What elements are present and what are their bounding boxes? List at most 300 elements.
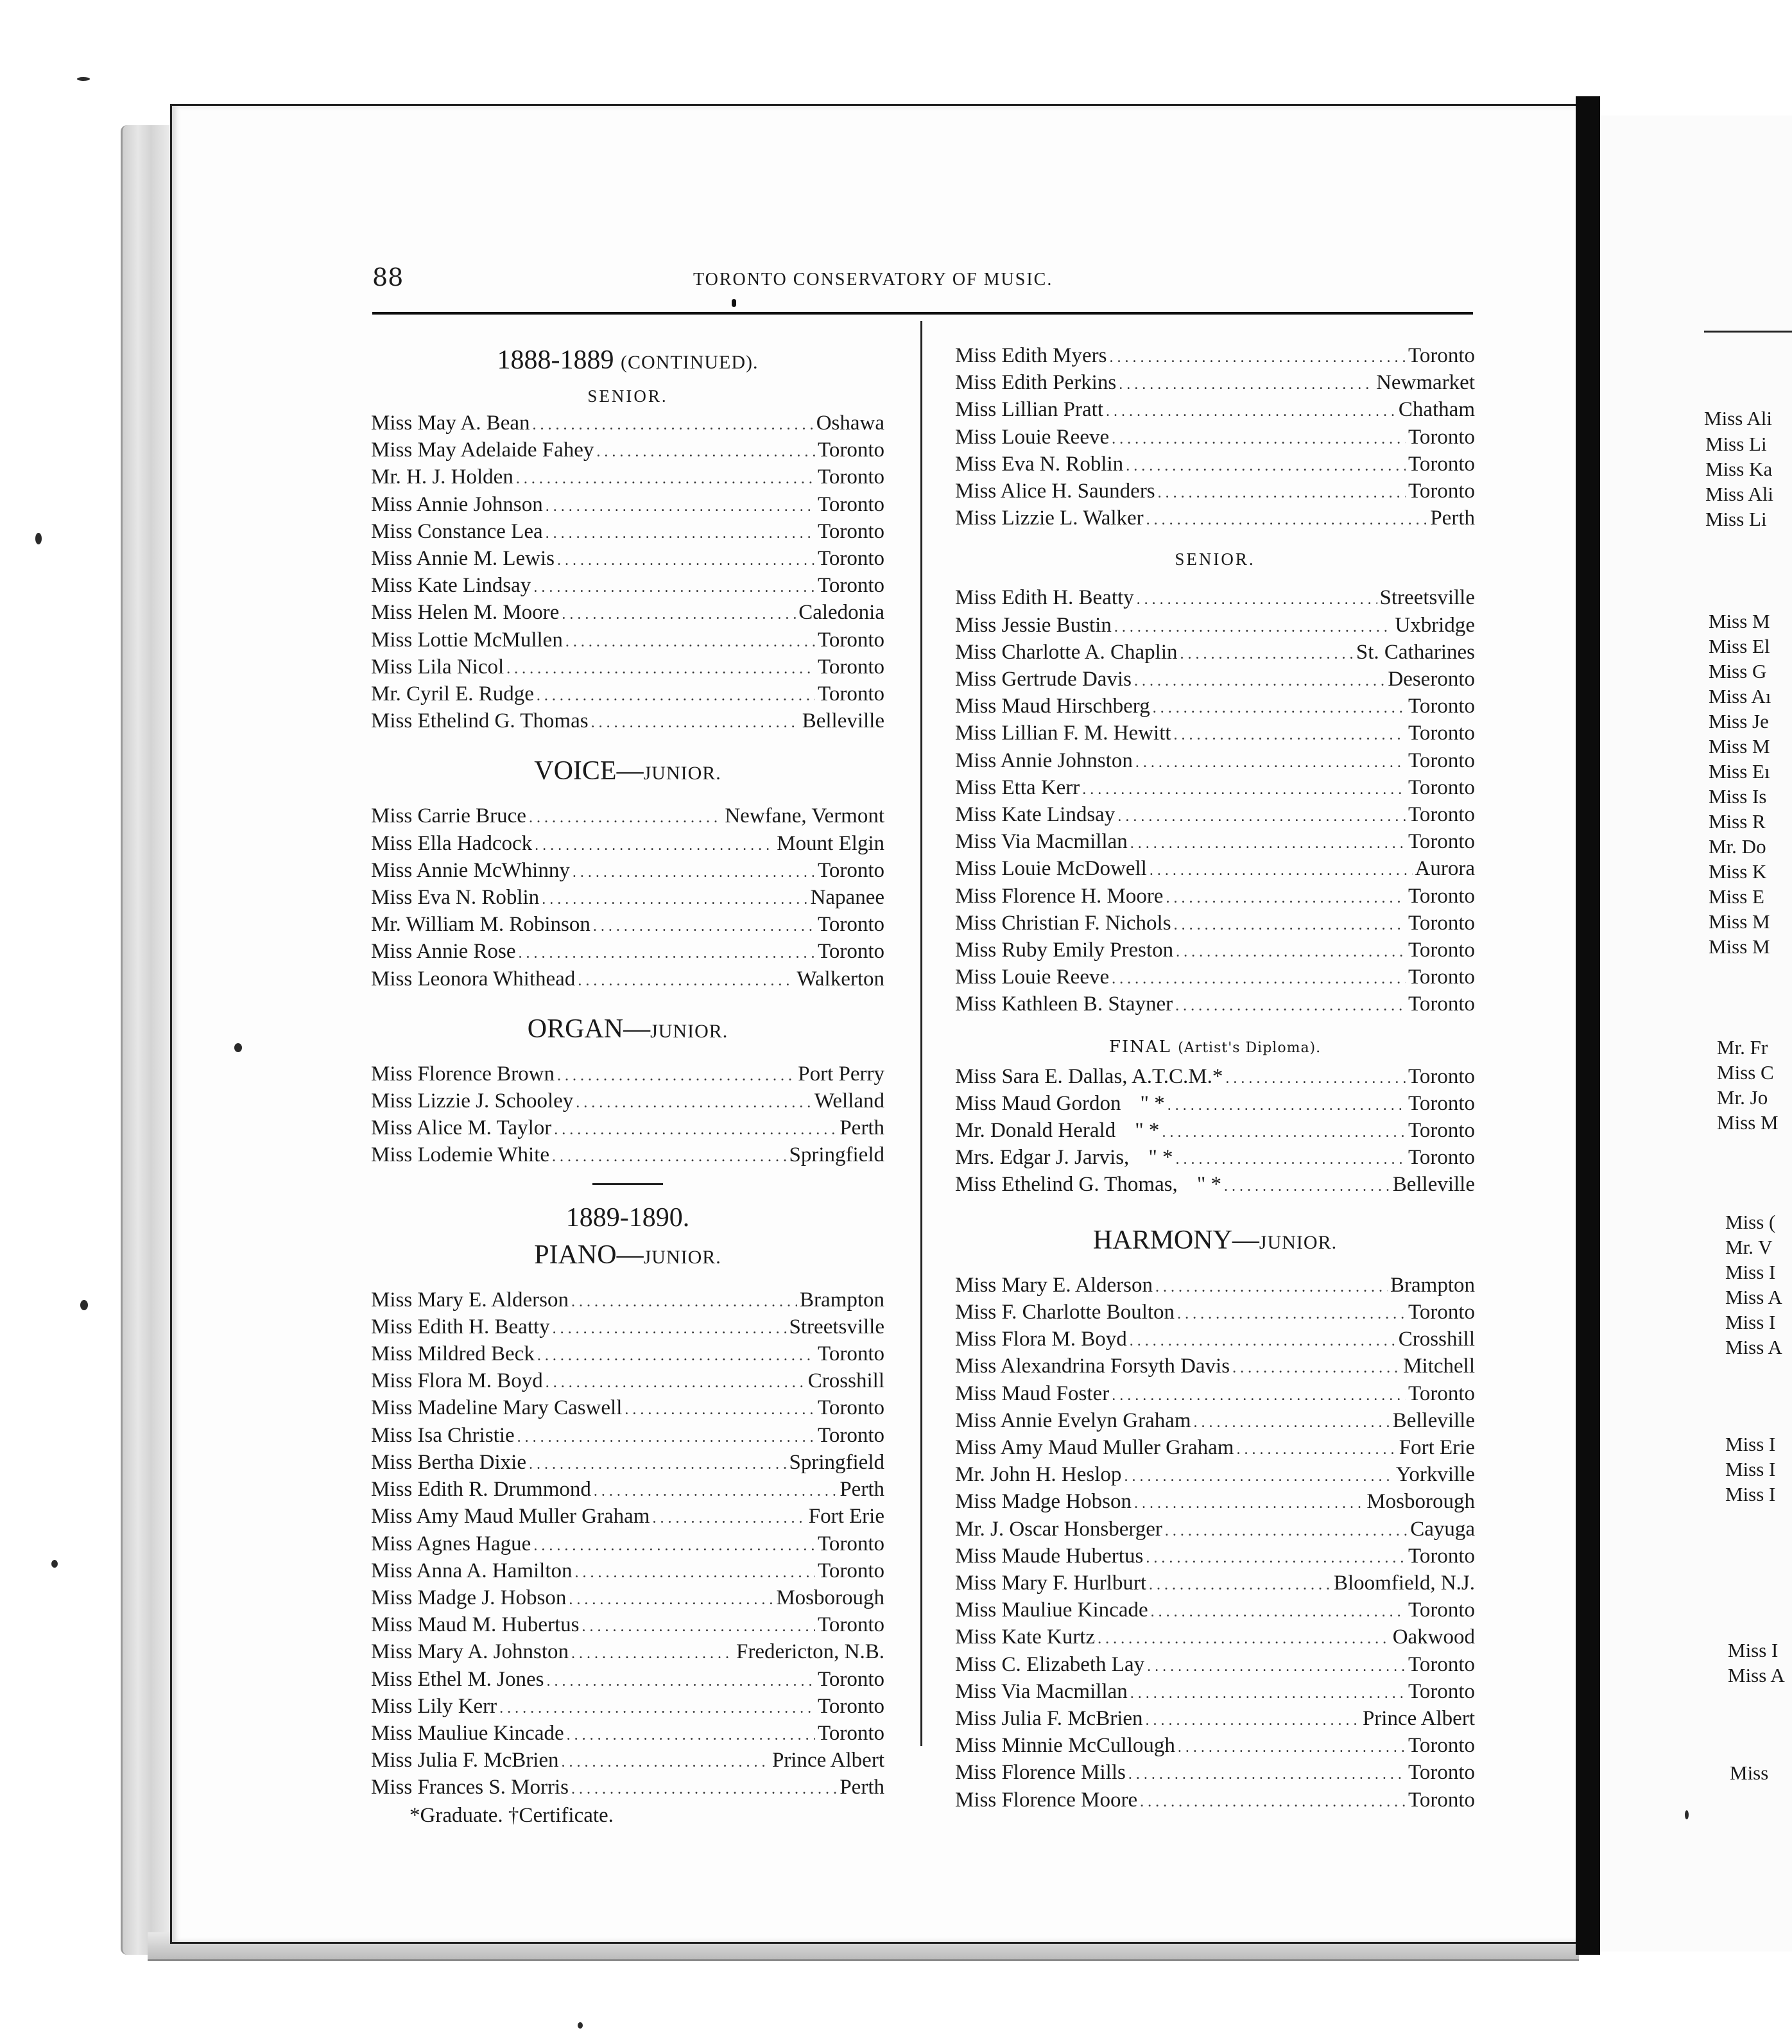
list-item: [955, 1118, 1475, 1145]
dot-leader: [1098, 1627, 1390, 1652]
list-item: [371, 1667, 884, 1694]
dot-leader: [1130, 1681, 1406, 1706]
entry-place: Toronto: [1408, 1598, 1475, 1622]
list-item: [955, 1733, 1475, 1760]
list-item: [955, 1145, 1475, 1172]
facing-fragment: Miss I: [1728, 1639, 1779, 1661]
list-item: [955, 1489, 1475, 1516]
list-item: [371, 1477, 884, 1504]
entry-name: Miss Ethelind G. Thomas: [371, 709, 589, 733]
page-stack-edge: [121, 125, 174, 1955]
continued-list: [955, 343, 1475, 533]
list-item: [955, 1408, 1475, 1435]
dot-leader: [1153, 696, 1406, 721]
dot-leader: [546, 521, 815, 546]
entry-place: Perth: [840, 1776, 884, 1799]
entry-name: Miss Flora M. Boyd: [955, 1328, 1127, 1351]
entry-place: Toronto: [1408, 1761, 1475, 1785]
dot-leader: [1165, 1519, 1408, 1544]
dust-speck: [1685, 1810, 1689, 1819]
dot-leader: [1180, 642, 1354, 667]
dot-leader: [1124, 1464, 1393, 1489]
entry-name: Mr. J. Oscar Honsberger: [955, 1517, 1162, 1541]
list-item: [371, 546, 884, 573]
entry-place: Toronto: [1408, 1734, 1475, 1758]
dot-leader: [1146, 508, 1428, 533]
dot-leader: [506, 657, 815, 682]
entry-place: Newfane, Vermont: [725, 804, 884, 828]
facing-fragment: Mr. V: [1725, 1236, 1773, 1258]
facing-fragment: Miss M: [1709, 735, 1770, 758]
list-item: [955, 425, 1475, 452]
list-item: [371, 885, 884, 912]
entry-place: Belleville: [1392, 1173, 1475, 1197]
dot-leader: [1151, 1600, 1406, 1625]
list-item: [371, 655, 884, 682]
dot-leader: [1146, 1708, 1360, 1733]
dot-leader: [625, 1398, 815, 1423]
dot-leader: [1126, 454, 1406, 479]
list-item: [955, 1652, 1475, 1679]
entry-place: Toronto: [1408, 1788, 1475, 1812]
page-number: 88: [372, 263, 404, 291]
entry-name: Miss Lillian F. M. Hewitt: [955, 722, 1171, 745]
entry-name: Mr. H. J. Holden: [371, 465, 513, 489]
dot-leader: [1194, 1410, 1390, 1435]
year-title: 1888-1889: [497, 345, 614, 375]
dot-leader: [552, 1145, 786, 1170]
dot-leader: [1140, 1790, 1406, 1815]
entry-name: Mr. Cyril E. Rudge: [371, 682, 534, 706]
facing-fragment: Mr. Do: [1709, 835, 1766, 858]
list-item: [955, 506, 1475, 533]
entry-place: Fort Erie: [808, 1505, 884, 1529]
entry-name: Miss Carrie Bruce: [371, 804, 526, 828]
list-item: [371, 573, 884, 600]
entry-name: Miss Alexandrina Forsyth Davis: [955, 1355, 1230, 1378]
entry-place: Deseronto: [1388, 668, 1475, 691]
entry-place: Toronto: [817, 1423, 884, 1447]
dot-leader: [557, 1064, 795, 1089]
dust-speck: [77, 77, 90, 81]
dot-leader: [575, 1561, 815, 1586]
entry-name: Miss Helen M. Moore: [371, 601, 560, 625]
entry-place: Toronto: [1408, 1381, 1475, 1405]
entry-name: Miss Annie M. Lewis: [371, 547, 555, 571]
entry-place: Toronto: [1408, 1064, 1475, 1088]
entry-place: Napanee: [810, 886, 884, 910]
list-item: [955, 640, 1475, 667]
facing-fragment: Miss I: [1725, 1483, 1776, 1505]
dot-leader: [516, 467, 815, 492]
list-item: [371, 1089, 884, 1116]
facing-fragment: Miss I: [1725, 1311, 1776, 1333]
dot-leader: [1224, 1174, 1390, 1199]
facing-fragment: Miss M: [1709, 935, 1770, 958]
facing-fragment: Miss: [1730, 1762, 1769, 1784]
entry-place: Port Perry: [798, 1062, 884, 1086]
list-item: [371, 1423, 884, 1450]
entry-name: Mr. John H. Heslop: [955, 1463, 1122, 1487]
entry-name: Miss May A. Bean: [371, 411, 530, 435]
list-item: [371, 1342, 884, 1369]
entry-name: Miss Edith Myers: [955, 344, 1107, 367]
list-item: [371, 1748, 884, 1775]
list-item: [371, 967, 884, 994]
facing-fragment: Miss Is: [1709, 785, 1767, 808]
list-item: [955, 1706, 1475, 1733]
list-item: [955, 1544, 1475, 1571]
entry-name: Mrs. Edgar J. Jarvis,: [955, 1146, 1130, 1170]
dot-leader: [565, 630, 815, 655]
list-item: [371, 628, 884, 655]
dot-leader: [1134, 1491, 1364, 1516]
dot-leader: [533, 1534, 815, 1559]
dot-leader: [562, 1750, 770, 1775]
entry-name: Miss Maud Hirschberg: [955, 695, 1150, 718]
entry-place: Toronto: [817, 519, 884, 543]
senior-heading: SENIOR.: [587, 386, 668, 406]
facing-fragment: Miss Eı: [1709, 760, 1770, 783]
dot-leader: [573, 860, 815, 885]
entry-place: Toronto: [1408, 966, 1475, 989]
entry-name: Miss F. Charlotte Boulton: [955, 1300, 1175, 1324]
entry-name: Miss Eva N. Roblin: [371, 886, 540, 910]
entry-place: Toronto: [1408, 480, 1475, 503]
facing-fragment: Miss A: [1728, 1664, 1785, 1686]
voice-title: VOICE—: [534, 756, 644, 786]
entry-place: Toronto: [1408, 344, 1475, 367]
entry-name: Miss Kathleen B. Stayner: [955, 992, 1173, 1016]
facing-fragment: Miss A: [1725, 1336, 1782, 1358]
facing-fragment: Miss I: [1725, 1458, 1776, 1480]
list-item: [371, 939, 884, 966]
entry-place: Chatham: [1398, 398, 1475, 422]
entry-name: Miss Mary A. Johnston: [371, 1640, 569, 1664]
entry-place: Toronto: [817, 1559, 884, 1582]
entry-place: Fredericton, N.B.: [736, 1640, 884, 1664]
list-item: [371, 912, 884, 939]
dot-leader: [1232, 1356, 1400, 1381]
ditto-mark: " *: [1196, 1173, 1222, 1197]
dust-speck: [578, 2022, 583, 2029]
list-item: [955, 370, 1475, 397]
facing-fragment: Miss Ali: [1705, 483, 1773, 505]
entry-name: Miss Lila Nicol: [371, 655, 504, 679]
list-item: [955, 1064, 1475, 1091]
entry-place: Toronto: [817, 547, 884, 571]
entry-name: Miss Lizzie J. Schooley: [371, 1089, 574, 1113]
entry-name: Miss Annie Evelyn Graham: [955, 1408, 1191, 1432]
list-item: [955, 884, 1475, 911]
facing-fragment: Miss G: [1709, 660, 1767, 682]
entry-place: Toronto: [817, 1721, 884, 1745]
dot-leader: [1176, 1147, 1406, 1172]
facing-fragment: Miss M: [1709, 910, 1770, 933]
entry-place: Brampton: [1390, 1273, 1475, 1297]
dot-leader: [594, 1479, 837, 1504]
dot-leader: [1114, 615, 1392, 640]
harmony-list: [955, 1273, 1475, 1815]
list-item: [371, 1396, 884, 1423]
dot-leader: [1110, 345, 1406, 370]
ditto-mark: " *: [1135, 1119, 1160, 1143]
senior-list: [371, 411, 884, 736]
entry-name: Miss Edith H. Beatty: [955, 586, 1134, 610]
entry-name: Miss Alice H. Saunders: [955, 480, 1155, 503]
entry-place: Mitchell: [1403, 1355, 1475, 1378]
entry-name: Miss Edith Perkins: [955, 371, 1117, 395]
facing-fragment: Miss C: [1717, 1061, 1774, 1084]
entry-place: Toronto: [817, 574, 884, 598]
senior-heading-right: SENIOR.: [1175, 550, 1255, 569]
dot-leader: [1150, 858, 1413, 883]
list-item: [371, 600, 884, 627]
dot-leader: [554, 1118, 837, 1143]
final-heading: [955, 1031, 1475, 1064]
list-item: [371, 1640, 884, 1667]
entry-place: Belleville: [1392, 1408, 1475, 1432]
list-item: [955, 1273, 1475, 1300]
entry-place: Toronto: [1408, 803, 1475, 827]
year-heading-1889: 1889-1890.: [565, 1202, 690, 1233]
entry-name: Miss Minnie McCullough: [955, 1734, 1175, 1758]
facing-fragment: Miss Je: [1709, 710, 1769, 732]
book-gutter: [1576, 96, 1600, 1955]
facing-fragment: Miss El: [1709, 635, 1770, 657]
entry-name: Miss Florence Mills: [955, 1761, 1126, 1785]
entry-name: Miss Mauliue Kincade: [955, 1598, 1148, 1622]
entry-place: Toronto: [1408, 1119, 1475, 1143]
list-item: [955, 1788, 1475, 1815]
facing-fragment: Miss Ali: [1704, 407, 1772, 429]
entry-place: Toronto: [1408, 425, 1475, 449]
list-item: [371, 411, 884, 438]
list-item: [955, 938, 1475, 965]
entry-name: Miss Annie Rose: [371, 940, 516, 964]
entry-place: Perth: [840, 1116, 884, 1140]
list-item: [371, 1586, 884, 1613]
piano-title: PIANO—: [534, 1240, 644, 1270]
entry-name: Miss Alice M. Taylor: [371, 1116, 552, 1140]
list-item: [955, 856, 1475, 883]
list-item: [371, 1559, 884, 1586]
dot-leader: [1174, 913, 1406, 938]
organ-list: [371, 1062, 884, 1170]
entry-name: Miss Frances S. Morris: [371, 1776, 569, 1799]
facing-fragment: Miss Li: [1705, 433, 1767, 455]
entry-name: Miss Madeline Mary Caswell: [371, 1396, 623, 1420]
entry-place: Toronto: [817, 438, 884, 462]
entry-place: Aurora: [1415, 857, 1475, 881]
dot-leader: [529, 806, 722, 831]
list-item: [371, 831, 884, 858]
list-item: [955, 1760, 1475, 1787]
list-item: [955, 452, 1475, 479]
list-item: [955, 343, 1475, 370]
entry-place: Prince Albert: [1362, 1706, 1475, 1730]
entry-name: Miss Julia F. McBrien: [955, 1706, 1143, 1730]
entry-name: Miss Mauliue Kincade: [371, 1721, 564, 1745]
dot-leader: [535, 833, 774, 858]
entry-name: Miss Ella Hadcock: [371, 831, 533, 855]
footnote: *Graduate. †Certificate.: [409, 1803, 614, 1827]
entry-place: Toronto: [817, 1613, 884, 1637]
entry-name: Miss C. Elizabeth Lay: [955, 1652, 1145, 1676]
list-item: [371, 1775, 884, 1802]
dot-leader: [1177, 1302, 1406, 1327]
piano-list: [371, 1288, 884, 1803]
entry-name: Miss Maud Foster: [955, 1381, 1110, 1405]
entry-place: Springfield: [789, 1450, 884, 1474]
entry-name: Mr. Donald Herald: [955, 1119, 1116, 1143]
entry-name: Miss Gertrude Davis: [955, 668, 1132, 691]
entry-name: Miss Annie McWhinny: [371, 858, 570, 882]
entry-place: Toronto: [1408, 452, 1475, 476]
dot-leader: [1117, 804, 1406, 829]
entry-place: Belleville: [802, 709, 884, 733]
facing-fragment: Miss M: [1709, 610, 1770, 632]
organ-heading: [371, 1010, 884, 1050]
entry-name: Miss Amy Maud Muller Graham: [371, 1505, 650, 1529]
entry-place: Toronto: [817, 1342, 884, 1366]
entry-name: Miss Kate Lindsay: [371, 574, 531, 598]
entry-place: St. Catharines: [1356, 640, 1475, 664]
entry-name: Miss Jessie Bustin: [955, 613, 1112, 637]
dust-speck: [234, 1043, 242, 1052]
right-column: [955, 343, 1475, 1815]
header-mark: [732, 299, 736, 307]
facing-fragment: Mr. Fr: [1717, 1036, 1768, 1059]
entry-name: Miss Edith R. Drummond: [371, 1478, 591, 1502]
list-item: [371, 465, 884, 492]
list-item: [955, 1462, 1475, 1489]
entry-place: Toronto: [1408, 884, 1475, 908]
dot-leader: [1082, 777, 1406, 802]
dot-leader: [652, 1506, 806, 1531]
dot-leader: [1119, 372, 1374, 397]
list-item: [371, 1143, 884, 1170]
entry-place: Toronto: [1408, 749, 1475, 772]
dot-leader: [1166, 886, 1406, 911]
final-list: [955, 1064, 1475, 1200]
entry-place: Bloomfield, N.J.: [1334, 1571, 1475, 1595]
dot-leader: [1174, 723, 1406, 748]
list-item: [371, 1721, 884, 1748]
entry-name: Miss Leonora Whithead: [371, 967, 576, 991]
entry-name: Miss Christian F. Nichols: [955, 911, 1171, 935]
entry-name: Miss May Adelaide Fahey: [371, 438, 594, 462]
senior-list-right: [955, 585, 1475, 1019]
list-item: [955, 911, 1475, 938]
entry-name: Miss Mildred Beck: [371, 1342, 535, 1366]
entry-place: Toronto: [817, 1667, 884, 1691]
entry-place: Toronto: [817, 1396, 884, 1420]
dot-leader: [537, 684, 815, 709]
entry-place: Crosshill: [807, 1369, 884, 1393]
entry-place: Toronto: [1408, 992, 1475, 1016]
dot-leader: [1112, 967, 1406, 992]
entry-place: Walkerton: [797, 967, 884, 991]
dot-leader: [1146, 1546, 1406, 1571]
entry-name: Miss Ethel M. Jones: [371, 1667, 544, 1691]
dot-leader: [542, 887, 807, 912]
entry-name: Miss Bertha Dixie: [371, 1450, 526, 1474]
list-item: [955, 694, 1475, 721]
harmony-title: HARMONY—: [1092, 1225, 1259, 1255]
facing-fragment: Miss A: [1725, 1286, 1782, 1308]
entry-place: Toronto: [1408, 775, 1475, 799]
list-item: [371, 682, 884, 709]
entry-name: Miss Lodemie White: [371, 1143, 550, 1167]
dot-leader: [533, 413, 814, 438]
dot-leader: [517, 1425, 815, 1450]
year-heading-1888: [371, 342, 884, 381]
entry-place: Streetsville: [789, 1315, 884, 1338]
voice-level: JUNIOR.: [643, 763, 721, 784]
list-item: [955, 1172, 1475, 1199]
entry-place: Toronto: [817, 1694, 884, 1718]
entry-name: Miss Florence H. Moore: [955, 884, 1164, 908]
dot-leader: [1112, 1383, 1406, 1408]
entry-name: Miss Annie Johnston: [955, 749, 1133, 772]
facing-fragment: Miss K: [1709, 860, 1767, 883]
final-note: (Artist's Diploma).: [1178, 1039, 1322, 1056]
dot-leader: [569, 1588, 773, 1613]
entry-name: Miss Lottie McMullen: [371, 628, 563, 652]
entry-place: Toronto: [1408, 1679, 1475, 1703]
dot-leader: [546, 494, 815, 519]
piano-heading: [371, 1236, 884, 1276]
dot-leader: [1134, 669, 1385, 694]
list-item: [955, 1679, 1475, 1706]
dot-leader: [1128, 1762, 1406, 1787]
entry-name: Miss Mary E. Alderson: [371, 1288, 569, 1312]
list-item: [955, 613, 1475, 640]
entry-name: Miss Ruby Emily Preston: [955, 939, 1174, 962]
voice-list: [371, 804, 884, 993]
list-item: [371, 519, 884, 546]
entry-name: Miss Florence Brown: [371, 1062, 555, 1086]
facing-fragment: Miss I: [1725, 1261, 1776, 1283]
entry-name: Miss Isa Christie: [371, 1423, 515, 1447]
facing-fragment: Miss (: [1725, 1211, 1776, 1233]
dot-leader: [562, 602, 796, 627]
facing-fragment: Miss Ka: [1705, 458, 1773, 480]
dot-leader: [1135, 750, 1406, 775]
dust-speck: [80, 1300, 88, 1310]
entry-place: Caledonia: [798, 601, 884, 625]
list-item: [371, 1062, 884, 1089]
list-item: [955, 1571, 1475, 1598]
entry-name: Miss Annie Johnson: [371, 492, 543, 516]
facing-fragment: Mr. Jo: [1717, 1086, 1768, 1109]
list-item: [371, 492, 884, 519]
entry-name: Miss Lizzie L. Walker: [955, 507, 1144, 530]
dot-leader: [1130, 831, 1406, 856]
entry-name: Miss Madge J. Hobson: [371, 1586, 567, 1609]
dot-leader: [1106, 399, 1396, 424]
entry-place: Newmarket: [1376, 371, 1475, 395]
entry-place: Mount Elgin: [777, 831, 884, 855]
dot-leader: [567, 1723, 815, 1748]
entry-place: Perth: [1430, 507, 1475, 530]
dot-leader: [596, 440, 815, 465]
list-item: [955, 1354, 1475, 1381]
list-item: [371, 1315, 884, 1342]
entry-place: Toronto: [1408, 722, 1475, 745]
list-item: [955, 1327, 1475, 1354]
